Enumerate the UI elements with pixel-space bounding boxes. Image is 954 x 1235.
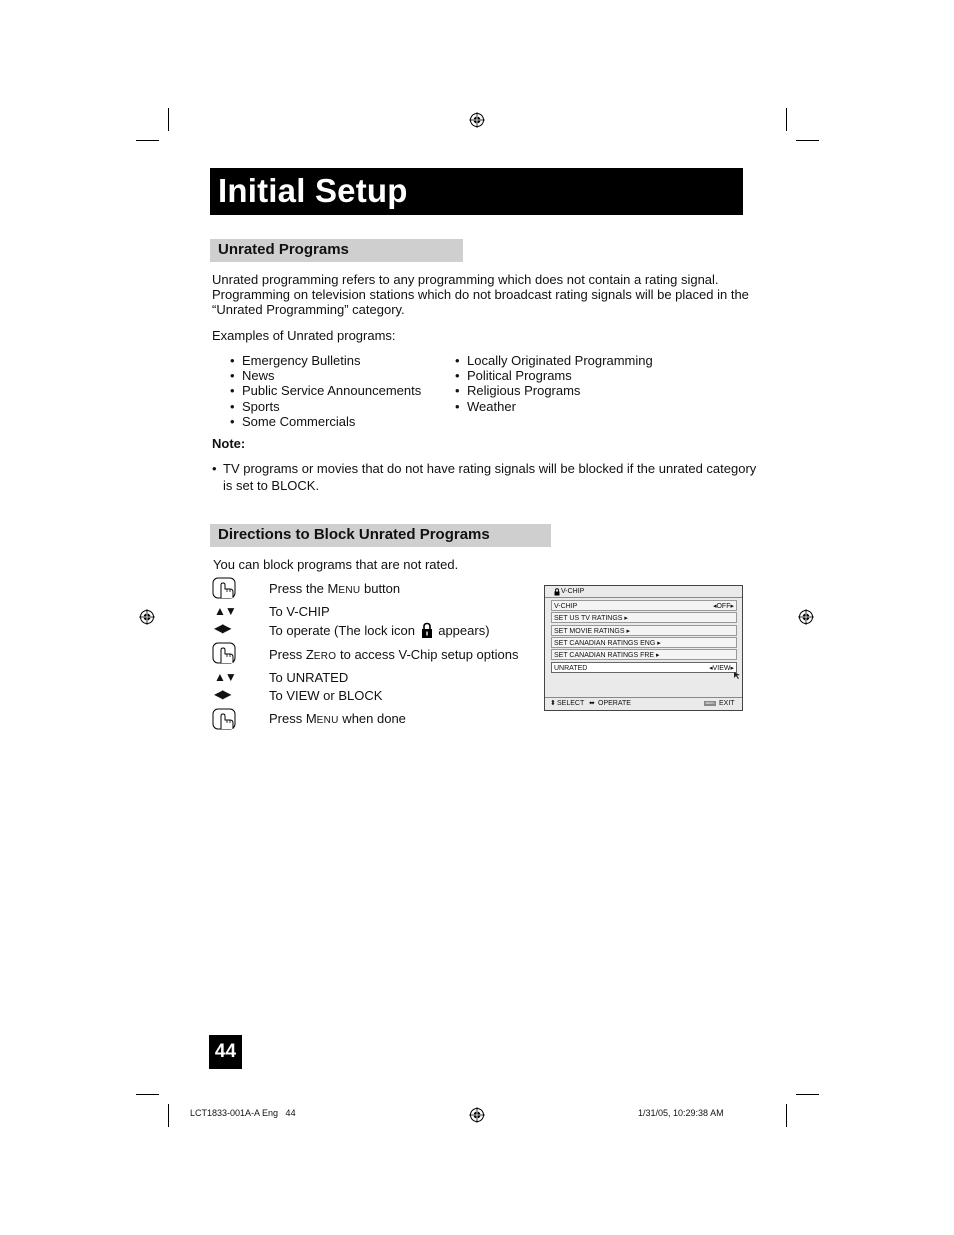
footer-exit: EXIT xyxy=(719,700,735,707)
registration-mark-icon xyxy=(469,112,485,128)
screen-row-canadian-eng xyxy=(551,637,737,648)
screen-row-vchip xyxy=(551,600,737,611)
examples-label: Examples of Unrated programs: xyxy=(212,328,396,343)
left-right-arrows-icon: ◀▶ xyxy=(214,621,231,635)
step-to-vchip: To V-CHIP xyxy=(269,604,330,619)
step-text-smallcaps: ENU xyxy=(316,715,339,726)
row-value-text: VIEW xyxy=(712,665,731,672)
footer-operate: OPERATE xyxy=(598,700,631,707)
left-right-arrows-icon: ◀▶ xyxy=(214,687,231,701)
remote-button-press-icon xyxy=(212,642,238,666)
intro-line: Programming on television stations which do not broadcast rating signals will be placed in the xyxy=(212,287,749,302)
page-number: 44 xyxy=(209,1035,242,1069)
step-text-smallcaps: ERO xyxy=(313,651,337,662)
row-value: ◂VIEW▸ xyxy=(709,665,734,672)
list-item: • Religious Programs xyxy=(455,383,653,398)
registration-mark-icon xyxy=(798,609,814,625)
examples-list-right xyxy=(455,353,653,414)
page-title-bar xyxy=(210,168,743,215)
step-text: button xyxy=(360,581,401,596)
crop-mark xyxy=(168,1104,169,1127)
step-operate xyxy=(269,622,490,639)
list-item: • Weather xyxy=(455,399,653,414)
lock-icon xyxy=(554,588,560,596)
list-item: • Sports xyxy=(230,399,421,414)
up-down-small-icon: ⬍ xyxy=(550,700,556,707)
registration-mark-icon xyxy=(139,609,155,625)
note-text xyxy=(212,460,756,494)
registration-mark-icon xyxy=(469,1107,485,1123)
crop-mark xyxy=(796,1094,819,1095)
screen-row-movie xyxy=(551,625,737,636)
up-down-arrows-icon: ▲▼ xyxy=(214,670,236,684)
row-label: V-CHIP xyxy=(554,603,578,610)
crop-mark xyxy=(786,1104,787,1127)
directions-intro: You can block programs that are not rated. xyxy=(213,557,459,572)
chevron-right-icon: ▸ xyxy=(657,640,661,647)
chevron-right-icon: ▸ xyxy=(624,615,628,622)
step-text: appears) xyxy=(438,623,490,638)
menu-button-icon: MENU xyxy=(705,701,715,705)
left-right-small-icon: ⬌ xyxy=(589,700,595,707)
row-value: ◂OFF▸ xyxy=(712,603,734,610)
list-item: • Political Programs xyxy=(455,368,653,383)
section-heading-unrated xyxy=(210,239,463,262)
footer-select: SELECT xyxy=(557,700,585,707)
footer-file-info: LCT1833-001A-A Eng 44 xyxy=(190,1108,296,1118)
screen-title: V-CHIP xyxy=(561,588,585,595)
screen-row-us-tv xyxy=(551,612,737,623)
examples-list-left xyxy=(230,353,421,429)
lock-icon xyxy=(421,622,433,639)
step-text-smallcaps: ENU xyxy=(338,585,361,596)
crop-mark xyxy=(136,1094,159,1095)
note-line: is set to BLOCK. xyxy=(223,478,320,493)
remote-button-press-icon xyxy=(212,708,238,732)
section-heading-text: Unrated Programs xyxy=(218,241,349,258)
chevron-right-icon: ▸ xyxy=(656,652,660,659)
crop-mark xyxy=(136,140,159,141)
intro-line: “Unrated Programming” category. xyxy=(212,302,405,317)
step-press-menu-done xyxy=(269,711,406,728)
row-label: UNRATED xyxy=(554,665,588,672)
vchip-menu-screen xyxy=(544,585,743,711)
screen-footer xyxy=(545,697,742,710)
intro-paragraph xyxy=(212,272,749,317)
step-text: when done xyxy=(338,711,406,726)
list-item: • Public Service Announcements xyxy=(230,383,421,398)
section-heading-directions xyxy=(210,524,551,547)
row-label: SET US TV RATINGS xyxy=(554,615,623,622)
screen-row-canadian-fre xyxy=(551,649,737,660)
row-label: SET CANADIAN RATINGS ENG xyxy=(554,640,656,647)
cursor-icon xyxy=(734,672,741,679)
screen-row-unrated xyxy=(551,662,737,673)
list-item: • News xyxy=(230,368,421,383)
step-text: To operate (The lock icon xyxy=(269,623,415,638)
step-text: Press Z xyxy=(269,647,314,662)
row-label: SET MOVIE RATINGS xyxy=(554,628,625,635)
note-label: Note: xyxy=(212,436,246,451)
step-press-menu xyxy=(269,581,400,598)
crop-mark xyxy=(796,140,819,141)
row-value-text: OFF xyxy=(716,603,731,610)
crop-mark xyxy=(786,108,787,131)
up-down-arrows-icon: ▲▼ xyxy=(214,604,236,618)
list-item: • Some Commercials xyxy=(230,414,421,429)
step-press-zero xyxy=(269,647,518,664)
screen-header xyxy=(545,586,742,598)
section-heading-text: Directions to Block Unrated Programs xyxy=(218,526,490,543)
list-item: • Locally Originated Programming xyxy=(455,353,653,368)
intro-line: Unrated programming refers to any programming which does not contain a rating signal. xyxy=(212,272,719,287)
step-view-or-block: To VIEW or BLOCK xyxy=(269,688,383,703)
step-to-unrated: To UNRATED xyxy=(269,670,349,685)
row-label: SET CANADIAN RATINGS FRE xyxy=(554,652,655,659)
bullet: • xyxy=(212,461,217,476)
note-line: TV programs or movies that do not have rating signals will be blocked if the unrated category xyxy=(223,461,757,476)
footer-timestamp: 1/31/05, 10:29:38 AM xyxy=(638,1108,724,1118)
page-title: Initial Setup xyxy=(218,172,408,209)
step-text: Press M xyxy=(269,711,317,726)
remote-button-press-icon xyxy=(212,577,238,601)
list-item: • Emergency Bulletins xyxy=(230,353,421,368)
step-text: Press the M xyxy=(269,581,339,596)
chevron-right-icon: ▸ xyxy=(626,628,630,635)
step-text: to access V-Chip setup options xyxy=(336,647,519,662)
crop-mark xyxy=(168,108,169,131)
